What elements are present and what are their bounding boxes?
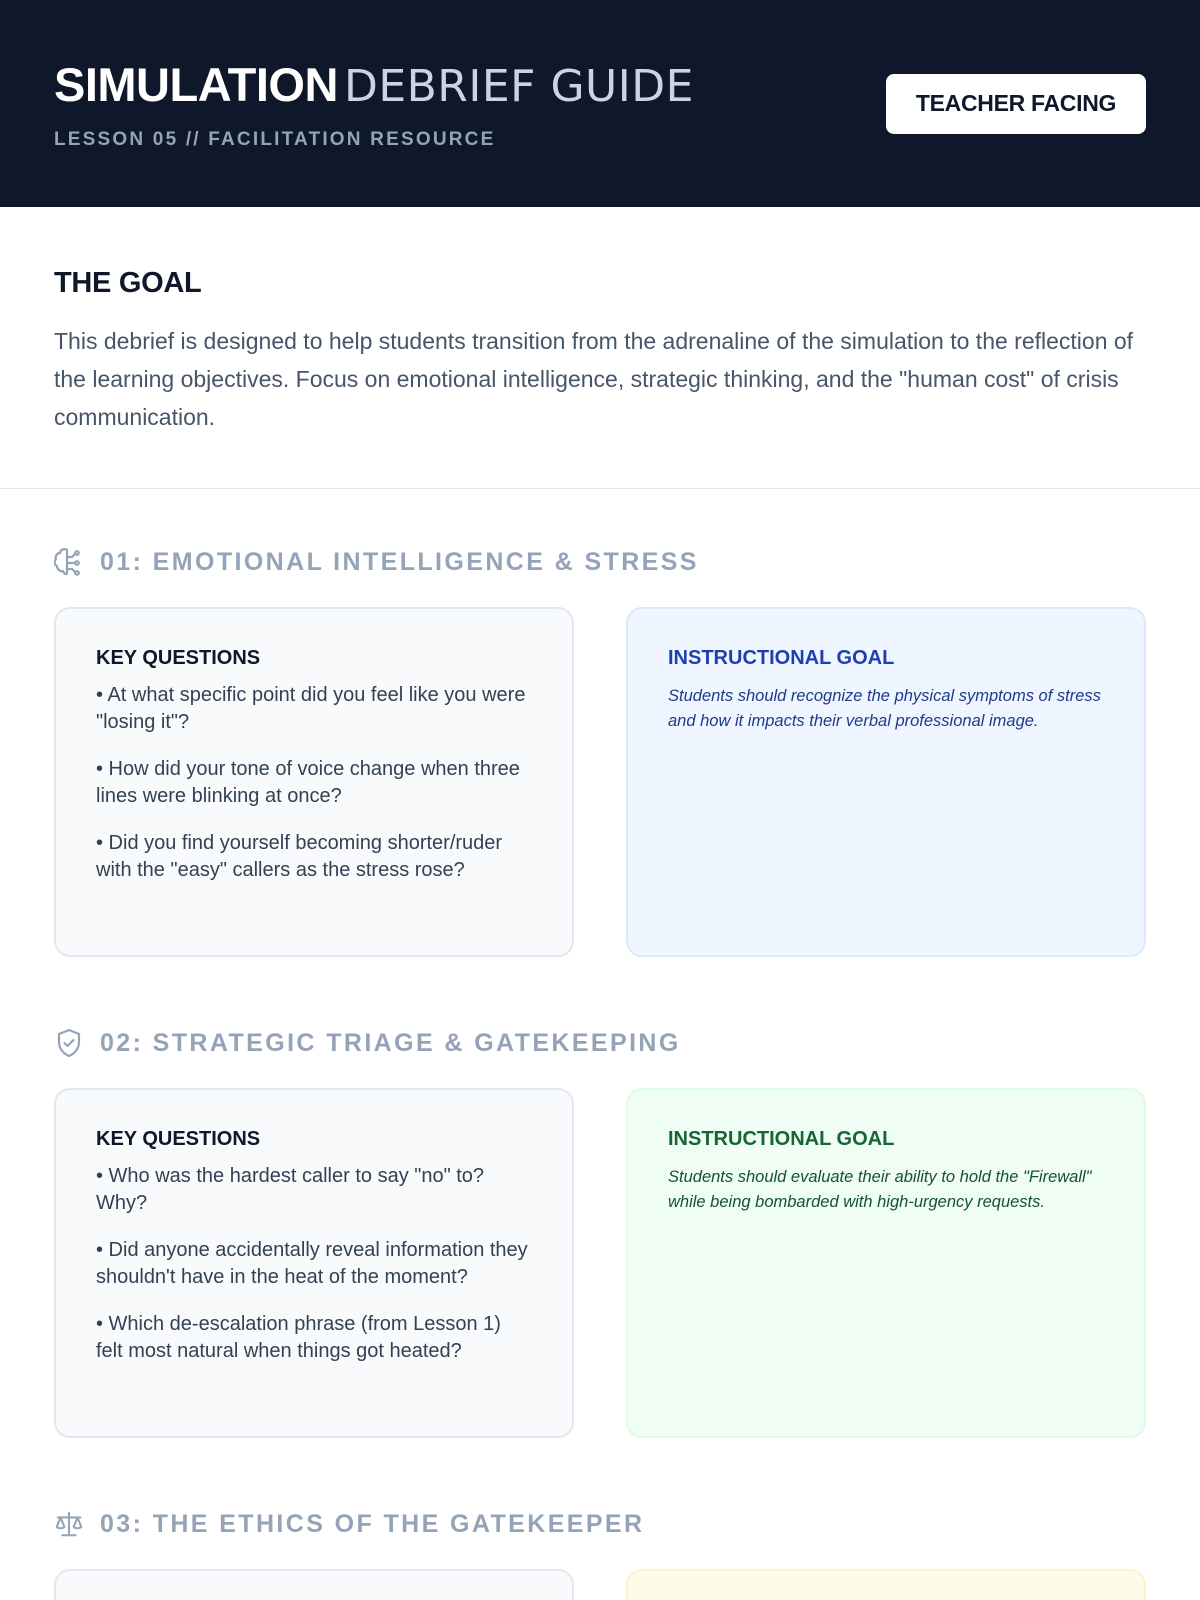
question-item: • Did you find yourself becoming shorter/ruder with the "easy" callers as the stress rose? [96,832,503,881]
section-cards [54,1088,1146,1438]
title-bold: SIMULATION [54,57,338,111]
section-title: 02: STRATEGIC TRIAGE & GATEKEEPING [100,1028,681,1057]
brain-icon [54,545,84,579]
section-title: 01: EMOTIONAL INTELLIGENCE & STRESS [100,547,699,576]
title-light: DEBRIEF GUIDE [343,60,694,112]
teacher-facing-badge: TEACHER FACING [886,74,1146,134]
section-title: 03: THE ETHICS OF THE GATEKEEPER [100,1509,645,1538]
instructional-goal-card [626,607,1146,957]
section-ethics [0,1504,1200,1600]
instructional-goal-heading: INSTRUCTIONAL GOAL [668,1128,895,1150]
goal-section [0,207,1200,489]
question-list [96,682,532,884]
section-cards [54,1569,1146,1600]
section-emotional-intelligence [0,542,1200,957]
key-questions-heading: KEY QUESTIONS [96,1128,261,1150]
section-strategic-triage [0,1023,1200,1438]
scale-icon [54,1507,84,1541]
goal-heading: THE GOAL [54,267,202,299]
question-item: • Who was the hardest caller to say "no" to? Why? [96,1165,485,1214]
section-header [54,1023,1146,1063]
instructional-goal-text: Students should recognize the physical symptoms of stress and how it impacts their verbal professional image. [668,687,1101,730]
key-questions-card [54,607,574,957]
key-questions-card [54,1569,574,1600]
instructional-goal-card [626,1569,1146,1600]
page-header [0,0,1200,207]
page-subtitle: LESSON 05 // FACILITATION RESOURCE [54,128,496,150]
goal-text: This debrief is designed to help students transition from the adrenaline of the simulation to the reflection of the learning objectives. Focus on emotional intelligence, strategic thinking, and the "human cost" of crisis communication. [54,328,1134,430]
instructional-goal-heading: INSTRUCTIONAL GOAL [668,647,895,669]
question-list [96,1163,532,1365]
title-block [54,57,694,151]
question-item: • How did your tone of voice change when three lines were blinking at once? [96,758,520,807]
key-questions-heading: KEY QUESTIONS [96,647,261,669]
section-header [54,542,1146,582]
question-item: • Which de-escalation phrase (from Lesson 1) felt most natural when things got heated? [96,1313,501,1362]
key-questions-card [54,1088,574,1438]
section-header [54,1504,1146,1544]
instructional-goal-text: Students should evaluate their ability to hold the "Firewall" while being bombarded with high-urgency requests. [668,1168,1092,1211]
section-cards [54,607,1146,957]
shield-check-icon [54,1026,84,1060]
instructional-goal-card [626,1088,1146,1438]
question-item: • Did anyone accidentally reveal information they shouldn't have in the heat of the moment? [96,1239,528,1288]
question-item: • At what specific point did you feel like you were "losing it"? [96,684,526,733]
page-title [54,57,694,112]
